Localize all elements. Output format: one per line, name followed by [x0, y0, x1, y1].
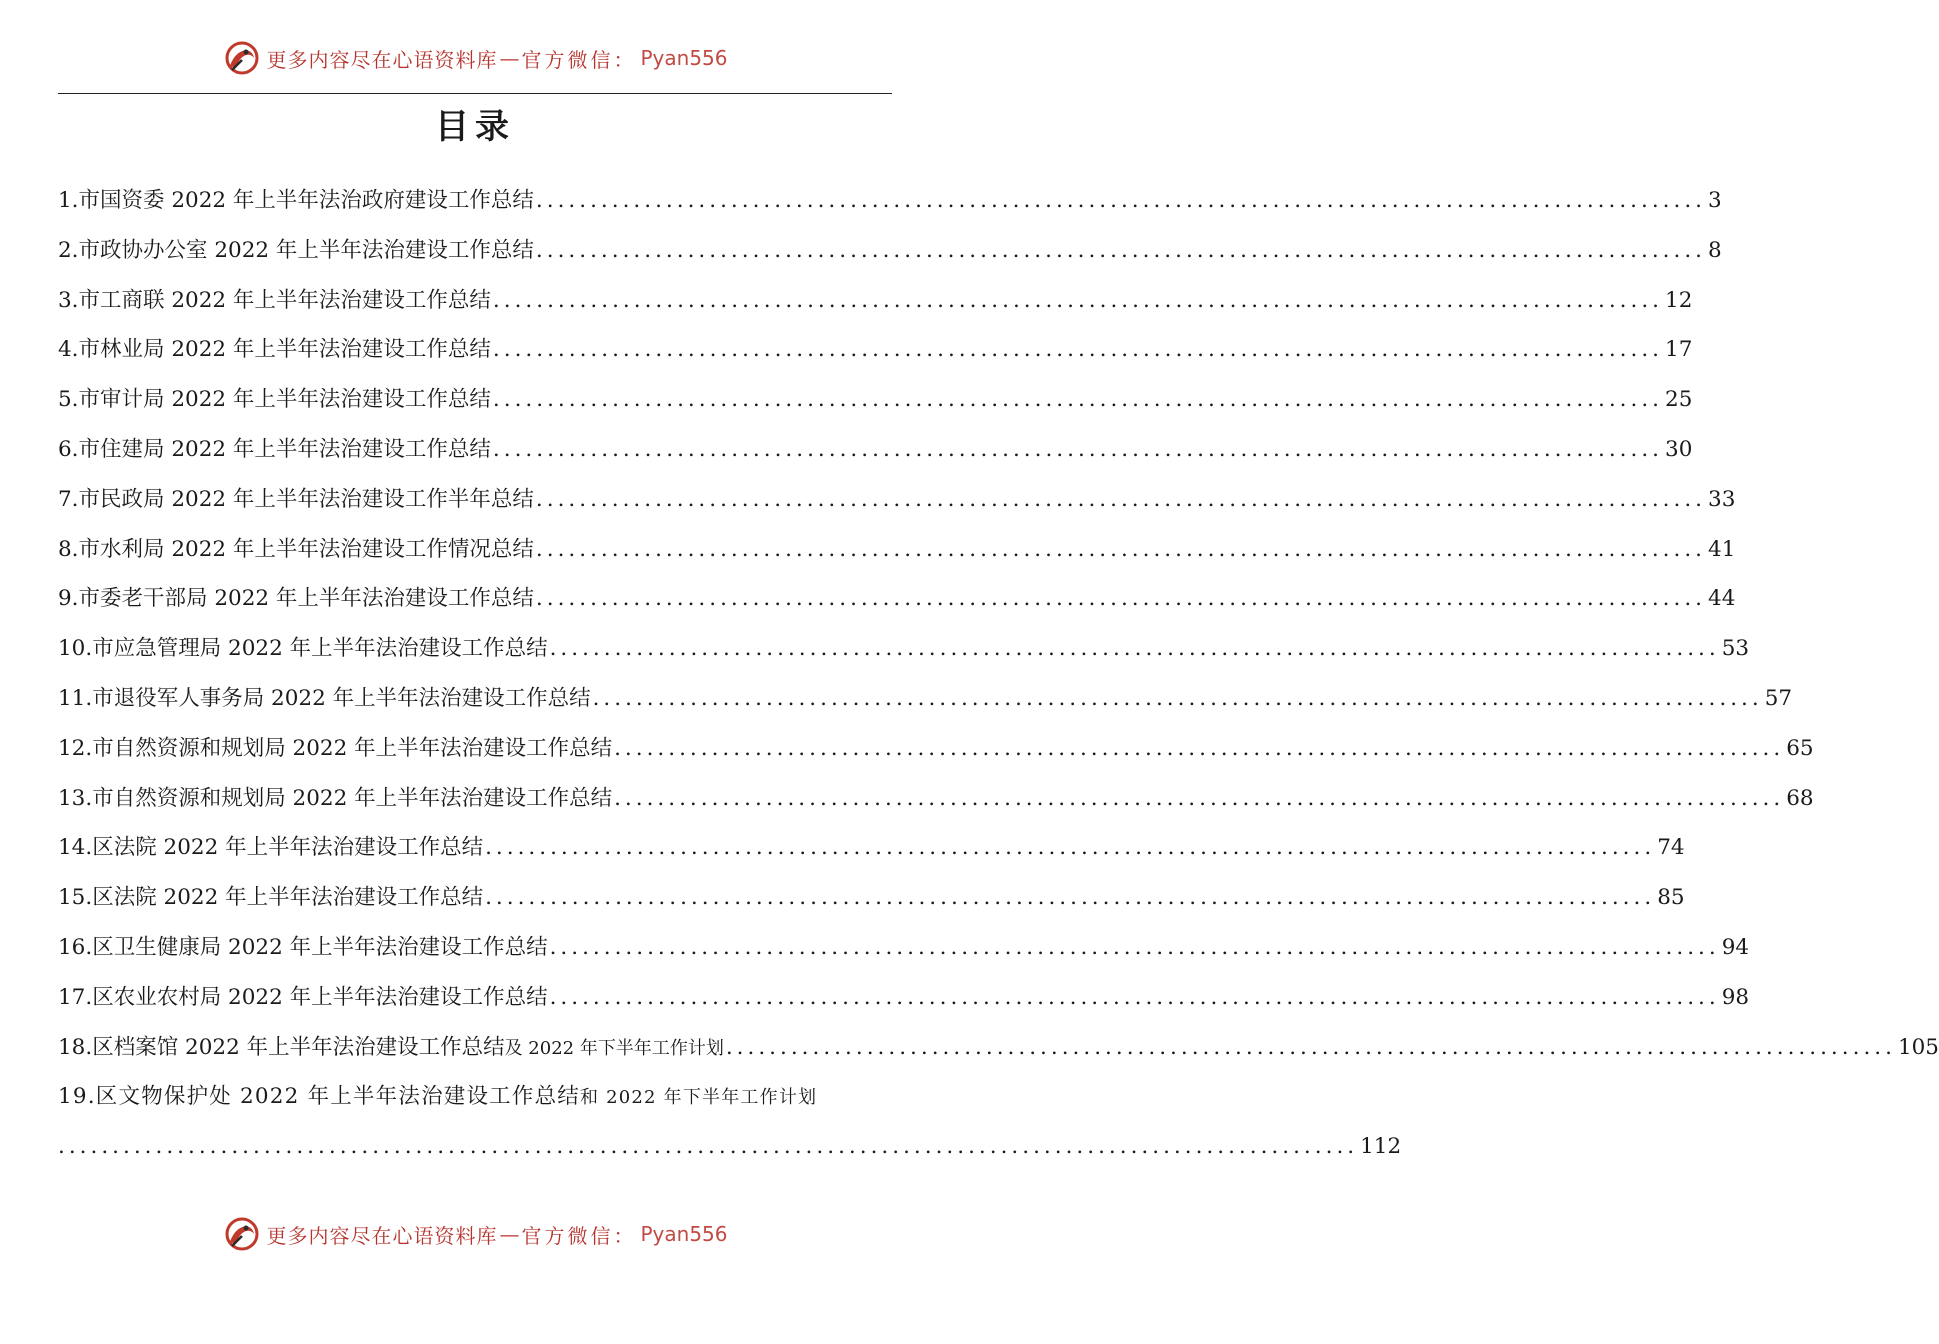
- toc-entry-label: 11.市退役军人事务局 2022 年上半年法治建设工作总结: [58, 685, 591, 711]
- toc-entry-page: 105: [1897, 1034, 1939, 1060]
- toc-entry-page: 33: [1708, 486, 1736, 512]
- footer-slogan: 更多内容尽在心语资料库: [266, 1223, 498, 1248]
- toc-entry-page: 98: [1721, 984, 1750, 1010]
- toc-entry-page: 85: [1657, 885, 1685, 911]
- header-divider: [58, 93, 892, 94]
- toc-entry-page: 57: [1764, 685, 1793, 711]
- toc-leader-dots: ............................................................................................................: [492, 387, 1664, 413]
- footer-banner: [0, 1214, 950, 1254]
- header-banner: [0, 38, 950, 78]
- toc-entry-label: 8.市水利局 2022 年上半年法治建设工作情况总结: [58, 536, 534, 562]
- toc-entry-label: 14.区法院 2022 年上半年法治建设工作总结: [58, 835, 484, 861]
- toc-entry-page: 53: [1721, 636, 1750, 662]
- toc-entry-19-continuation[interactable]: [58, 1127, 1402, 1177]
- header-wechat-id: Pyan556: [640, 46, 728, 70]
- toc-entry-page: 112: [1360, 1134, 1402, 1160]
- toc-leader-dots: ............................................................................................................: [535, 536, 1707, 562]
- toc-entry-label-main: 19.区文物保护处 2022 年上半年法治建设工作总结: [58, 1084, 580, 1110]
- toc-entry-page: 74: [1657, 835, 1685, 861]
- toc-entry-3[interactable]: [58, 281, 1693, 331]
- toc-leader-dots: ........................................................................................................................: [58, 1134, 1359, 1160]
- toc-entry-label: 9.市委老干部局 2022 年上半年法治建设工作总结: [58, 586, 534, 612]
- toc-leader-dots: ............................................................................................................: [535, 237, 1707, 263]
- toc-leader-dots: ............................................................................................................: [592, 685, 1763, 711]
- toc-entry-label: 12.市自然资源和规划局 2022 年上半年法治建设工作总结: [58, 735, 613, 761]
- toc-entry-page: 3: [1708, 188, 1722, 213]
- toc-entry-4[interactable]: [58, 330, 1693, 380]
- toc-leader-dots: ............................................................................................................: [614, 735, 1785, 761]
- toc-leader-dots: ............................................................................................................: [549, 984, 1720, 1010]
- footer-wechat-id: Pyan556: [640, 1222, 728, 1246]
- toc-entry-label: 7.市民政局 2022 年上半年法治建设工作半年总结: [58, 486, 534, 512]
- toc-leader-dots: ............................................................................................................: [549, 934, 1720, 960]
- toc-entry-label: [58, 1028, 724, 1069]
- toc-entry-17[interactable]: [58, 978, 1750, 1028]
- toc-entry-label: 13.市自然资源和规划局 2022 年上半年法治建设工作总结: [58, 785, 613, 811]
- header-slogan: 更多内容尽在心语资料库: [266, 47, 498, 72]
- toc-entry-label: 2.市政协办公室 2022 年上半年法治建设工作总结: [58, 237, 534, 263]
- toc-entry-19[interactable]: [58, 1077, 892, 1127]
- toc-entry-label: [58, 1077, 817, 1118]
- toc-entry-page: 25: [1665, 387, 1693, 413]
- toc-entry-9[interactable]: [58, 579, 1736, 629]
- toc-entry-page: 94: [1721, 934, 1750, 960]
- toc-entry-label: 15.区法院 2022 年上半年法治建设工作总结: [58, 885, 484, 911]
- toc-entry-label: 3.市工商联 2022 年上半年法治建设工作总结: [58, 287, 491, 313]
- toc-entry-label: 10.市应急管理局 2022 年上半年法治建设工作总结: [58, 636, 548, 662]
- toc-entry-5[interactable]: [58, 380, 1693, 430]
- toc-entry-label: 6.市住建局 2022 年上半年法治建设工作总结: [58, 436, 491, 462]
- toc-leader-dots: ............................................................................................................: [535, 188, 1707, 213]
- toc-entry-page: 17: [1665, 337, 1693, 363]
- toc-entry-18[interactable]: [58, 1028, 1939, 1078]
- toc-entry-15[interactable]: [58, 878, 1685, 928]
- toc-leader-dots: ............................................................................................................: [492, 287, 1664, 313]
- toc-leader-dots: ............................................................................................................: [492, 436, 1664, 462]
- footer-wechat-label: 官方微信：: [521, 1223, 637, 1248]
- header-separator: —: [499, 46, 520, 70]
- toc-leader-dots: ............................................................................................................: [485, 835, 1656, 861]
- toc-entry-page: 12: [1665, 287, 1693, 313]
- toc-entry-8[interactable]: [58, 530, 1736, 580]
- toc-entry-6[interactable]: [58, 430, 1693, 480]
- table-of-contents: [58, 181, 1939, 1177]
- toc-leader-dots: ............................................................................................................: [485, 885, 1656, 911]
- toc-entry-page: 30: [1665, 436, 1693, 462]
- toc-leader-dots: ............................................................................................................: [535, 586, 1707, 612]
- toc-entry-1[interactable]: [58, 181, 1722, 231]
- swirl-logo-icon: [222, 38, 262, 78]
- toc-entry-label: 4.市林业局 2022 年上半年法治建设工作总结: [58, 337, 491, 363]
- toc-entry-7[interactable]: [58, 480, 1736, 530]
- toc-entry-page: 41: [1708, 536, 1736, 562]
- footer-separator: —: [499, 1222, 520, 1246]
- toc-leader-dots: ............................................................................................................: [725, 1034, 1896, 1060]
- toc-entry-page: 68: [1786, 785, 1814, 811]
- toc-entry-label: 5.市审计局 2022 年上半年法治建设工作总结: [58, 387, 491, 413]
- toc-entry-2[interactable]: [58, 231, 1722, 281]
- toc-entry-label-suffix: 和 2022 年下半年工作计划: [579, 1087, 818, 1109]
- toc-entry-12[interactable]: [58, 729, 1814, 779]
- toc-leader-dots: ............................................................................................................: [614, 785, 1785, 811]
- toc-leader-dots: ............................................................................................................: [492, 337, 1664, 363]
- toc-entry-label: 16.区卫生健康局 2022 年上半年法治建设工作总结: [58, 934, 548, 960]
- swirl-logo-icon: [222, 1214, 262, 1254]
- toc-entry-16[interactable]: [58, 928, 1750, 978]
- toc-leader-dots: ............................................................................................................: [535, 486, 1707, 512]
- toc-entry-page: 44: [1708, 586, 1736, 612]
- header-wechat-label: 官方微信：: [521, 47, 637, 72]
- toc-entry-page: 8: [1708, 237, 1722, 263]
- toc-entry-13[interactable]: [58, 779, 1814, 829]
- toc-entry-label: 17.区农业农村局 2022 年上半年法治建设工作总结: [58, 984, 548, 1010]
- toc-entry-11[interactable]: [58, 679, 1793, 729]
- toc-entry-14[interactable]: [58, 828, 1685, 878]
- toc-leader-dots: ............................................................................................................: [549, 636, 1720, 662]
- toc-entry-label: 1.市国资委 2022 年上半年法治政府建设工作总结: [58, 188, 534, 213]
- page-title: 目录: [435, 107, 515, 147]
- toc-entry-page: 65: [1786, 735, 1814, 761]
- toc-entry-10[interactable]: [58, 629, 1750, 679]
- toc-entry-label-suffix: 及 2022 年下半年工作计划: [504, 1037, 724, 1059]
- toc-entry-label-main: 18.区档案馆 2022 年上半年法治建设工作总结: [58, 1034, 505, 1060]
